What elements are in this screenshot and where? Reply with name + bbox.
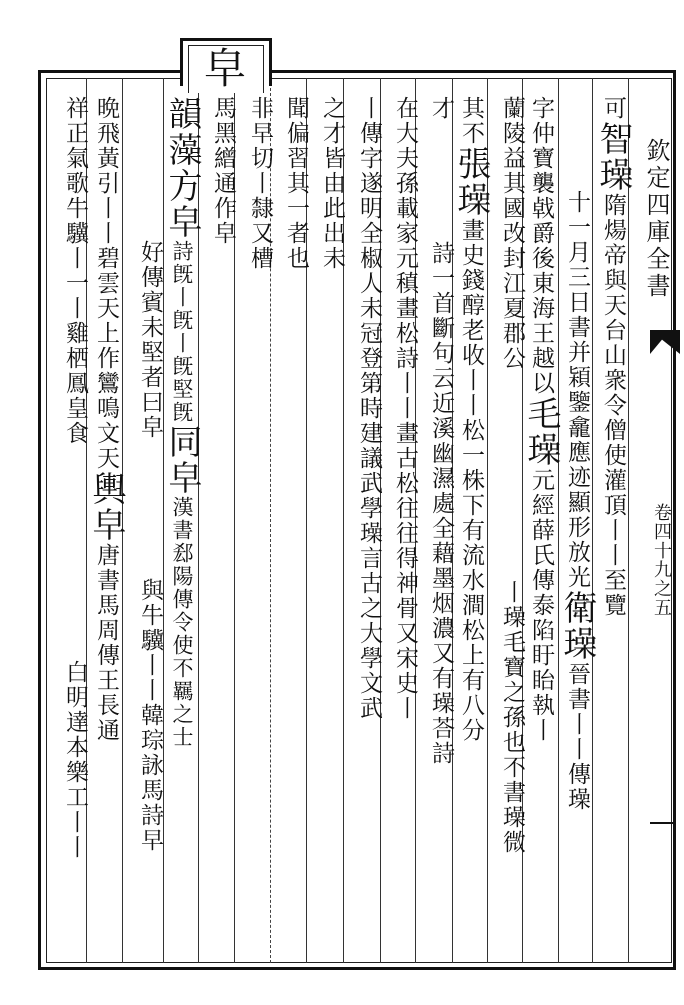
text-column xyxy=(162,96,202,956)
text-column xyxy=(451,96,491,956)
column-text: 非早切丨隸又槽 xyxy=(247,96,273,271)
text-column xyxy=(489,96,523,496)
column-text: 與牛驥丨丨韓琮詠馬詩早 xyxy=(137,578,163,853)
column-text: 才 xyxy=(428,96,454,121)
book-title: 欽定四庫全書 xyxy=(642,138,670,300)
text-column xyxy=(382,96,416,956)
column-rule xyxy=(558,78,559,963)
text-column xyxy=(125,240,161,560)
heading-term: 同皁 xyxy=(162,424,202,496)
column-text: 元經薛氏傳泰陷盱眙執丨 xyxy=(528,468,554,743)
column-text: 晉書丨丨傳璪 xyxy=(564,662,590,812)
heading-term: 衛璪 xyxy=(557,590,597,662)
column-text: 晩飛黃引丨丨碧雲天上作鸞鳴文天 xyxy=(93,96,119,471)
column-text: 祥正氣歌牛驥丨一丨雞栖鳳皇食 xyxy=(62,96,88,446)
column-text: 丨璪毛寶之孫也不書璪微 xyxy=(499,580,525,855)
column-text: 字仲寶襲㦸爵後東海王越以 xyxy=(528,96,554,396)
text-column xyxy=(52,96,86,576)
header-character: 皁 xyxy=(203,44,246,93)
column-text: 畫史錢醇老收丨丨松一株下有流水澗松上有八分 xyxy=(458,218,484,743)
column-text: 十一月三日書并㯋鑒龕應迹顯形放光 xyxy=(564,190,590,590)
text-column xyxy=(52,660,86,960)
column-text: 之才皆由此出未 xyxy=(319,96,345,271)
text-column xyxy=(593,96,633,956)
text-column xyxy=(273,96,307,496)
column-text: 可 xyxy=(600,96,626,121)
text-column xyxy=(237,96,271,496)
column-text: 其不 xyxy=(458,96,484,146)
margin-mark xyxy=(650,822,674,824)
text-column xyxy=(521,96,561,956)
text-column xyxy=(346,96,380,956)
juan-number: 卷四十九之五 xyxy=(651,503,672,617)
column-text: 好傳賓未堅者曰皁 xyxy=(137,240,163,440)
column-text: 隋煬帝與天台山衆令僧使灌頂丨丨至覽 xyxy=(600,193,626,618)
heading-term: 毛璪 xyxy=(521,396,561,468)
column-text: 詩旣丨旣丨旣堅旣 xyxy=(170,240,194,424)
text-column xyxy=(309,96,343,496)
heading-term: 智璪 xyxy=(593,121,633,193)
column-text: 詩一首斷句云近溪幽濕處全藉墨烟濃又有璪荅詩 xyxy=(428,241,454,766)
column-text: 聞偏習其一者也 xyxy=(283,96,309,271)
column-text: 漢書郄陽傳令使不羈之士 xyxy=(170,496,194,749)
heading-term: 張璪 xyxy=(451,146,491,218)
column-text: 丨傳字遂明全椒人未冠登第時建議武學璪言古之大學文武 xyxy=(356,96,382,721)
column-text: 馬黑繒通作皁 xyxy=(210,96,236,246)
heading-term: 輿皁 xyxy=(86,471,126,543)
text-column xyxy=(557,190,597,950)
column-text: 蘭陵益其國改封江夏郡公 xyxy=(499,96,525,371)
text-column xyxy=(418,96,452,956)
text-column xyxy=(86,96,126,956)
text-column xyxy=(200,96,234,496)
column-text: 唐書馬周傳王長通 xyxy=(93,543,119,743)
text-column xyxy=(489,580,523,950)
column-text: 白明達本樂工丨丨 xyxy=(62,660,88,860)
column-text: 在大夫孫載家元稹畫松詩丨丨畫古松往往得神骨又宋史丨 xyxy=(392,96,418,721)
heading-term: 韻藻方皁 xyxy=(162,96,202,240)
text-column xyxy=(125,578,161,958)
